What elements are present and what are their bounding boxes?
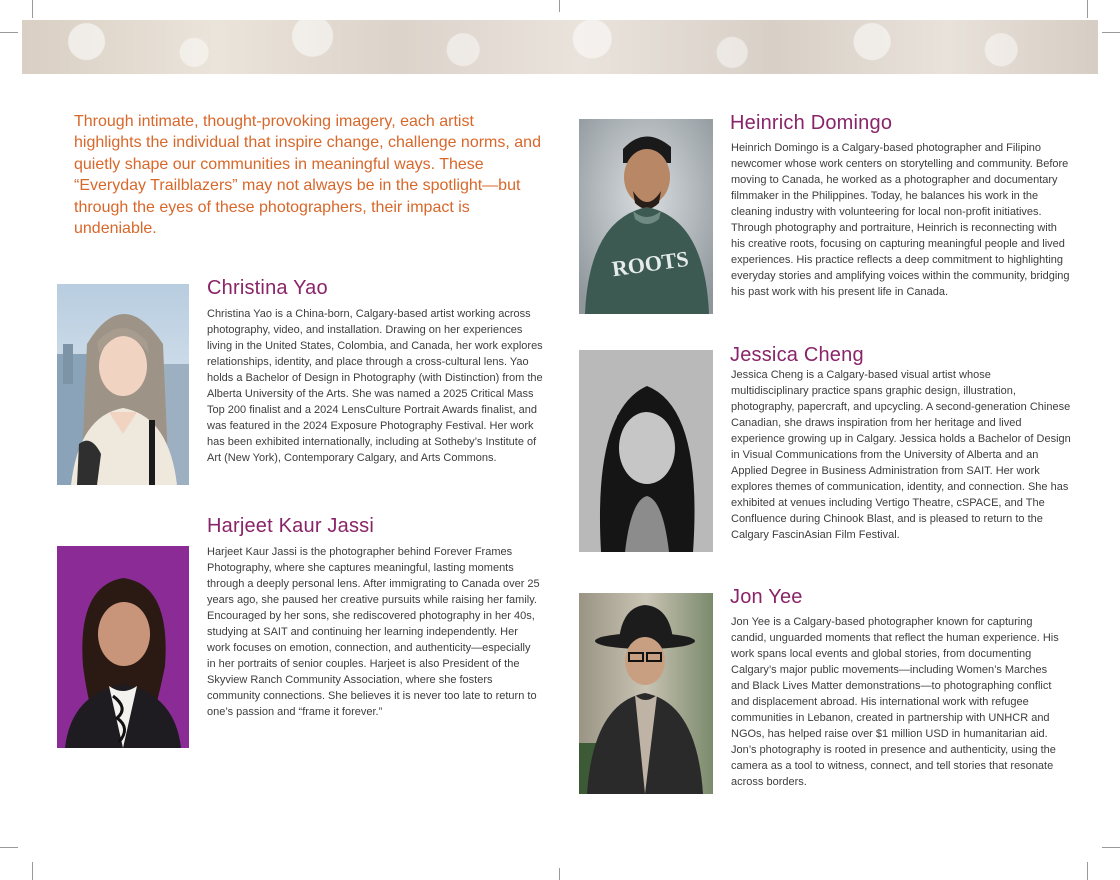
crop-mark — [559, 868, 560, 880]
crop-mark — [559, 0, 560, 12]
christina-yao-bio: Christina Yao is a China-born, Calgary-based artist working across photography, video, and installation. Drawing on her experiences living in the United States, Colombia, and Canada, her work explores relationships, identity, and place through a cross-cultural lens. Yao holds a Bachelor of Design in Photography (with Distinction) from the Alberta University of the Arts. She was named a 2025 Critical Mass Top 200 finalist and a 2024 LensCulture Portrait Awards finalist, and was featured in the 2024 Exposure Photography Festival. Her work has been exhibited internationally, including at Sotheby’s Institute of Art (New York), Contemporary Calgary, and Arts Commons. — [207, 308, 543, 464]
shirt-lettering: ROOTS — [610, 245, 691, 282]
harjeet-kaur-jassi-photo — [57, 546, 189, 748]
harjeet-kaur-jassi-bio: Harjeet Kaur Jassi is the photographer behind Forever Frames Photography, where she captures meaningful, lasting moments through a deeply personal lens. After immigrating to Canada over 25 years ago, she paused her creative pursuits while raising her family. Encouraged by her sons, she rediscovered photography in her 40s, studying at SAIT and continuing her learning independently. Her work focuses on emotion, connection, and authenticity—especially in her portraits of senior couples. Harjeet is also President of the Skyview Ranch Community Association, where she fosters community connections. She believes it is never too late to return to one’s passion and “frame it forever.” — [207, 546, 540, 718]
heinrich-domingo-bio: Heinrich Domingo is a Calgary-based photographer and Filipino newcomer whose work centers on storytelling and community. Before moving to Canada, he worked as a photographer and documentary filmmaker in the Philippines. Today, he balances his work in the cleaning industry with volunteering for local non-profit initiatives. Through photography and portraiture, Heinrich is reconnecting with his creative roots, focusing on capturing meaningful people and lived experiences. His practice reflects a deep commitment to highlighting everyday stories and amplifying voices within the community, bridging his past work with his present life in Canada. — [731, 142, 1070, 298]
crop-mark — [1087, 862, 1088, 880]
christina-yao-name: Christina Yao — [207, 277, 328, 299]
crop-mark — [1102, 32, 1120, 33]
christina-yao-photo — [57, 284, 189, 485]
crop-mark — [1087, 0, 1088, 18]
jon-yee-photo — [579, 593, 713, 794]
heinrich-domingo-name: Heinrich Domingo — [730, 112, 893, 134]
jessica-cheng-bio: Jessica Cheng is a Calgary-based visual artist whose multidisciplinary practice spans graphic design, illustration, photography, papercraft, and upcycling. A second-generation Chinese Canadian, she draws inspiration from her heritage and lived experience growing up in Calgary. Jessica holds a Bachelor of Design in Visual Communications from the University of Alberta and an Applied Degree in Business Administration from SAIT. Her work explores themes of communication, identity, and connection. She has exhibited at venues including Vertigo Theatre, cSPACE, and The Confluence during Chinook Blast, and is pleased to return to the Calgary FascinAsian Film Festival. — [731, 369, 1071, 541]
heinrich-domingo-photo — [579, 119, 713, 314]
crop-mark — [0, 847, 18, 848]
jessica-cheng-photo — [579, 350, 713, 552]
jessica-cheng-name: Jessica Cheng — [730, 344, 864, 366]
crop-mark — [32, 862, 33, 880]
decorative-banner — [22, 20, 1098, 74]
crop-mark — [1102, 847, 1120, 848]
jon-yee-bio: Jon Yee is a Calgary-based photographer known for capturing candid, unguarded moments that reflect the human experience. His work spans local events and global stories, from documenting Calgary’s major public movements—including Women’s Marches and Black Lives Matter demonstrations—to photographing conflict and displacement abroad. His international work with refugee communities in Lebanon, created in partnership with UNHCR and NGOs, has helped raise over $1 million USD in humanitarian aid. Jon’s photography is rooted in presence and authenticity, using the camera as a tool to witness, connect, and tell stories that resonate across borders. — [731, 616, 1059, 788]
harjeet-kaur-jassi-name: Harjeet Kaur Jassi — [207, 515, 374, 537]
jon-yee-name: Jon Yee — [730, 586, 803, 608]
crop-mark — [0, 32, 18, 33]
intro-paragraph: Through intimate, thought-provoking imagery, each artist highlights the individual that inspire change, challenge norms, and quietly shape our communities in meaningful ways. These “Everyday Trailblazers” may not always be in the spotlight—but through the eyes of these photographers, their impact is undeniable. — [74, 113, 541, 238]
crop-mark — [32, 0, 33, 18]
